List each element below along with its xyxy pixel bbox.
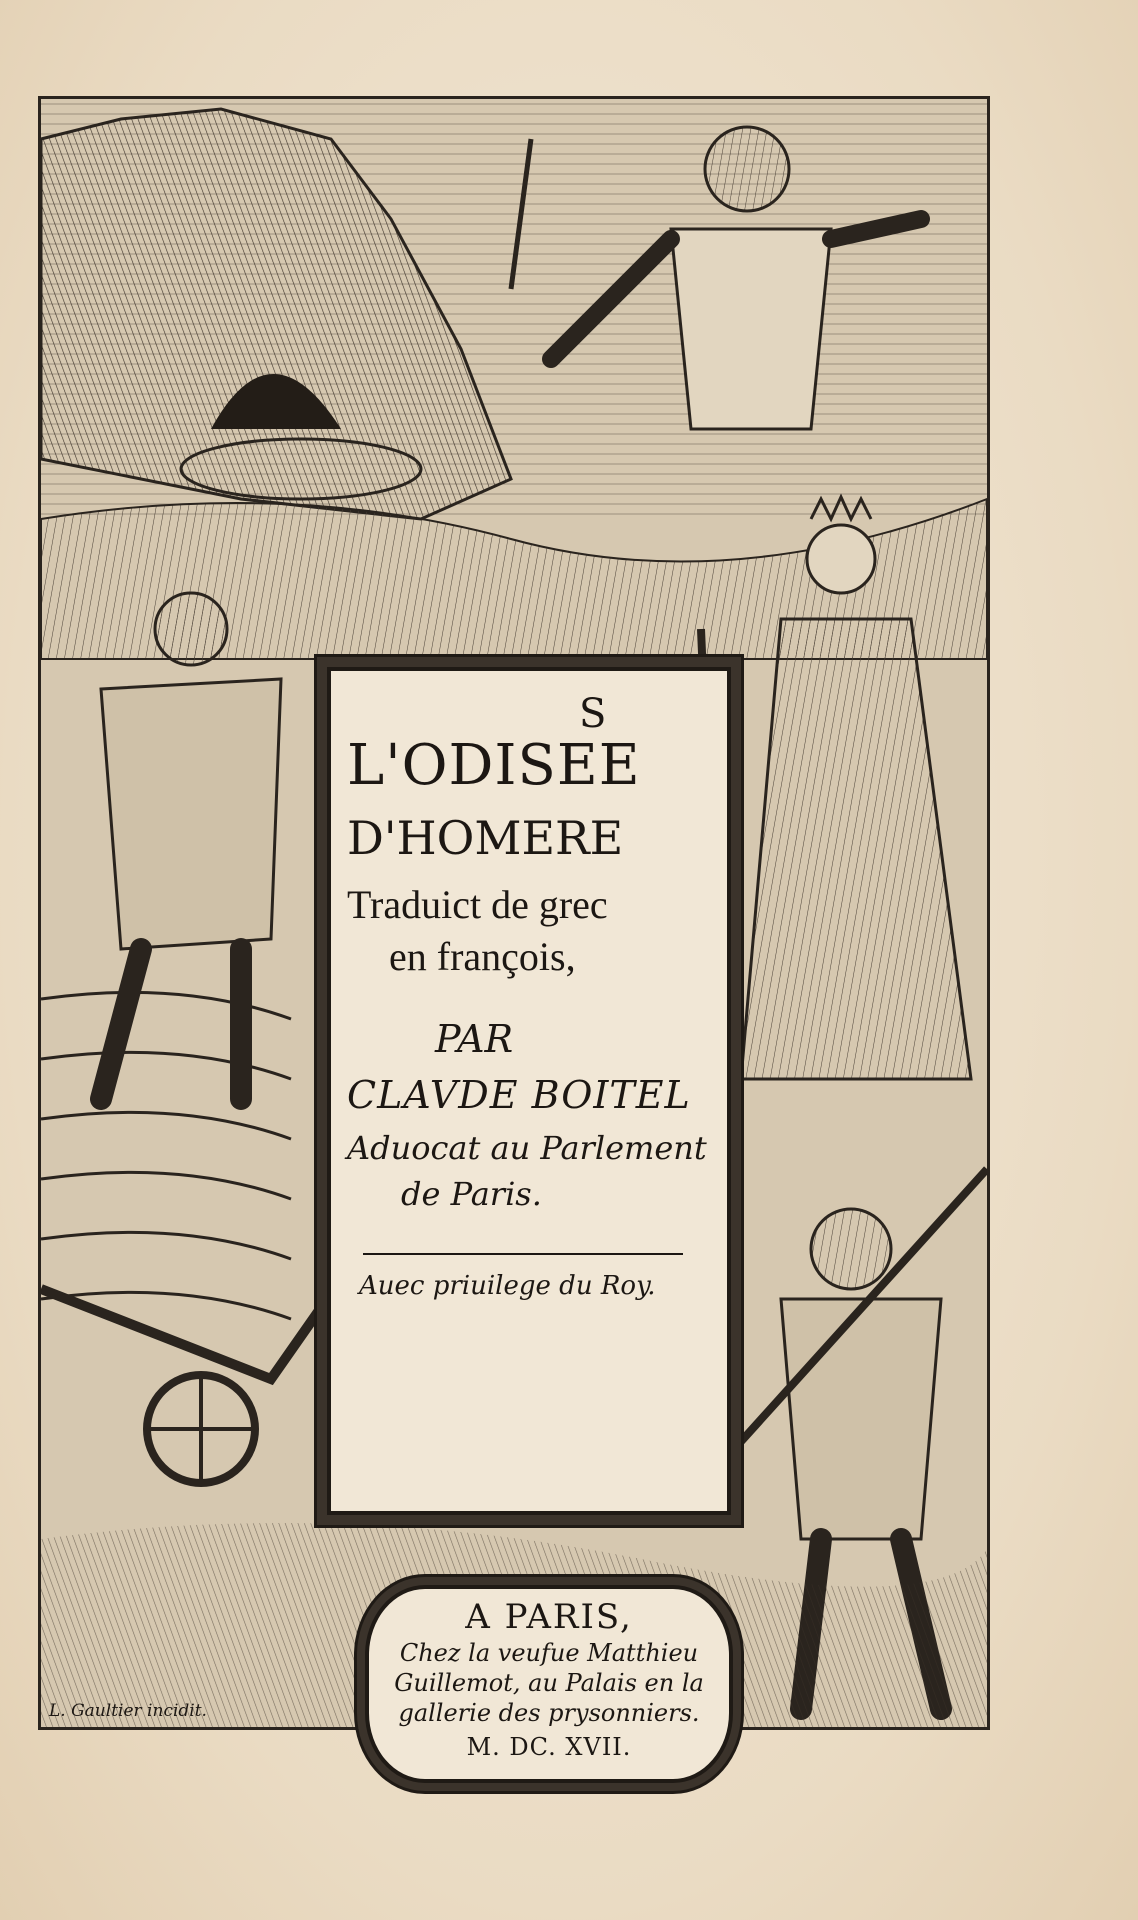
by-label: PAR: [435, 1017, 514, 1061]
subtitle-line-2: en françois,: [389, 934, 576, 979]
author-role-line-1: Aduocat au Parlement: [347, 1129, 707, 1167]
title-cartouche: [327, 667, 731, 1515]
imprint-line-3: gallerie des prysonniers.: [398, 1699, 700, 1727]
engraver-credit: L. Gaultier incidit.: [49, 1701, 207, 1721]
author-role-line-2: de Paris.: [401, 1175, 542, 1213]
imprint-line-2: Guillemot, au Palais en la: [394, 1669, 704, 1697]
title-line-2: D'HOMERE: [347, 811, 624, 865]
imprint-cartouche: [365, 1585, 733, 1783]
privilege-note: Auec priuilege du Roy.: [359, 1271, 656, 1301]
title-superscript: S: [579, 691, 607, 737]
imprint-year: M. DC. XVII.: [466, 1733, 632, 1761]
title-line-1: L'ODISEE: [347, 733, 641, 798]
imprint-city: A PARIS,: [465, 1597, 633, 1637]
engraved-plate: [38, 96, 990, 1761]
subtitle-line-1: Traduict de grec: [347, 882, 608, 927]
author-name: CLAVDE BOITEL: [347, 1073, 691, 1117]
divider-rule: [363, 1253, 683, 1255]
imprint-line-1: Chez la veufue Matthieu: [399, 1639, 699, 1667]
